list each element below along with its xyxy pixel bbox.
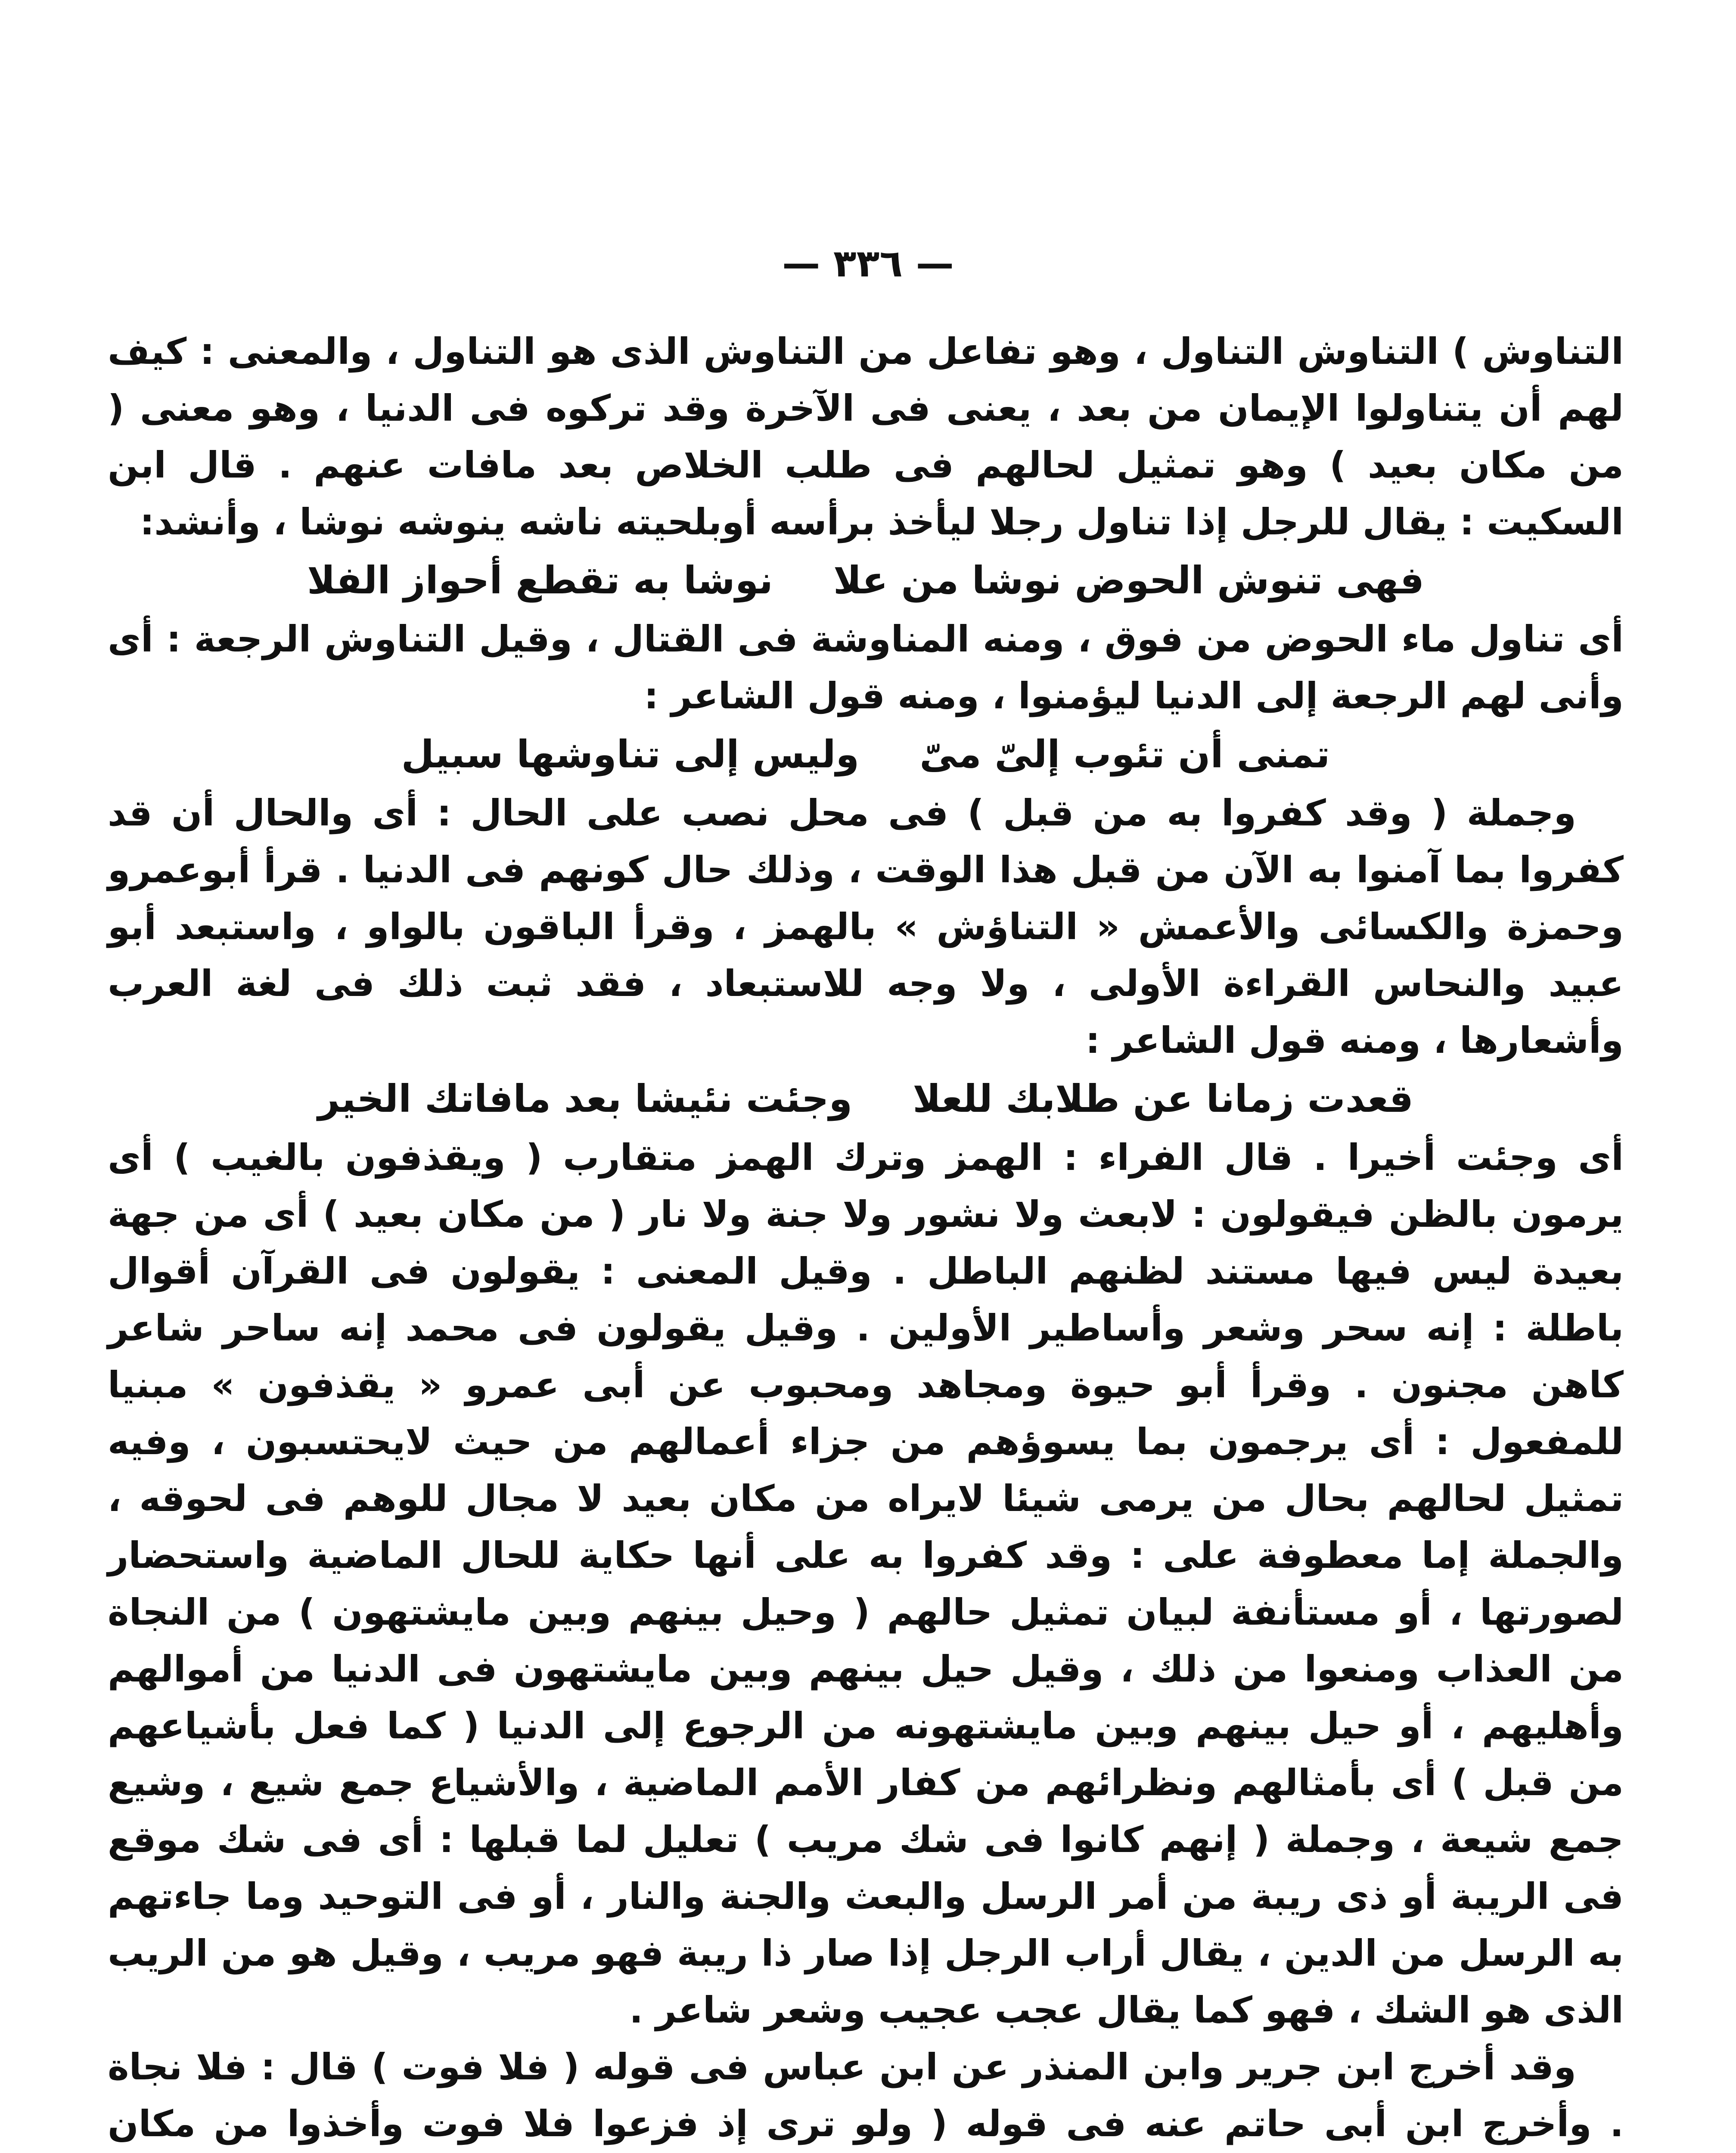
verse-second-hemistich: نوشا به تقطع أحواز الفلا <box>307 558 773 602</box>
verse-first-hemistich: تمنى أن تئوب إلىّ مىّ <box>919 732 1330 776</box>
body-text <box>108 323 1624 2153</box>
poetry-verse <box>108 724 1624 785</box>
page-number: — ٣٣٦ — <box>782 241 954 285</box>
verse-first-hemistich: فهى تنوش الحوض نوشا من علا <box>833 558 1424 602</box>
paragraph: أى تناول ماء الحوض من فوق ، ومنه المناوشة فى القتال ، وقيل التناوش الرجعة : أى وأنى لهم الرجعة إلى الدنيا ليؤمنوا ، ومنه قول الشاعر : <box>108 618 1624 717</box>
paragraph: وجملة ( وقد كفروا به من قبل ) فى محل نصب على الحال : أى والحال أن قد كفروا بما آمنوا به الآن من قبل هذا الوقت ، وذلك حال كونهم فى الدنيا . قرأ أبوعمرو وحمزة والكسائى والأعمش « التناؤش » بالهمز ، وقرأ الباقون بالواو ، واستبعد أبو عبيد والنحاس القراءة الأولى ، ولا وجه للاستبعاد ، فقد ثبت ذلك فى لغة العرب وأشعارها ، ومنه قول الشاعر : <box>108 792 1624 1061</box>
poetry-verse <box>108 1069 1624 1129</box>
verse-second-hemistich: وليس إلى تناوشها سبيل <box>401 732 860 776</box>
verse-first-hemistich: قعدت زمانا عن طلابك للعلا <box>913 1076 1414 1121</box>
paragraph: وقد أخرج ابن جرير وابن المنذر عن ابن عباس فى قوله ( فلا فوت ) قال : فلا نجاة . وأخرج ابن أبى حاتم عنه فى قوله ( ولو ترى إذ فزعوا فلا فوت وأخذوا من مكان <box>108 2046 1624 2145</box>
paragraph: أى وجئت أخيرا . قال الفراء : الهمز وترك الهمز متقارب ( ويقذفون بالغيب ) أى يرمون بالظن فيقولون : لابعث ولا نشور ولا جنة ولا نار ( من مكان بعيد ) أى من جهة بعيدة ليس فيها مستند لظنهم الباطل . وقيل المعنى : يقولون فى القرآن أقوال باطلة : إنه سحر وشعر وأساطير الأولين . وقيل يقولون فى محمد إنه ساحر شاعر كاهن مجنون . وقرأ أبو حيوة ومجاهد ومحبوب عن أبى عمرو « يقذفون » مبنيا للمفعول : أى يرجمون بما يسوؤهم من جزاء أعمالهم من حيث لايحتسبون ، وفيه تمثيل لحالهم بحال من يرمى شيئا لايراه من مكان بعيد لا مجال للوهم فى لحوقه ، والجملة إما معطوفة على : وقد كفروا به على أنها حكاية للحال الماضية واستحضار لصورتها ، أو مستأنفة لبيان تمثيل حالهم ( وحيل بينهم وبين مايشتهون ) من النجاة من العذاب ومنعوا من ذلك ، وقيل حيل بينهم وبين مايشتهون فى الدنيا من أموالهم وأهليهم ، أو حيل بينهم وبين مايشتهونه من الرجوع إلى الدنيا ( كما فعل بأشياعهم من قبل ) أى بأمثالهم ونظرائهم من كفار الأمم الماضية ، والأشياع جمع شيع ، وشيع جمع شيعة ، وجملة ( إنهم كانوا فى شك مريب ) تعليل لما قبلها : أى فى شك موقع فى الريبة أو ذى ريبة من أمر الرسل والبعث والجنة والنار ، أو فى التوحيد وما جاءتهم به الرسل من الدين ، يقال أراب الرجل إذا صار ذا ريبة فهو مريب ، وقيل هو من الريب الذى هو الشك ، فهو كما يقال عجب عجيب وشعر شاعر . <box>108 1136 1624 2031</box>
verse-second-hemistich: وجئت نئيشا بعد مافاتك الخير <box>317 1076 853 1121</box>
poetry-verse <box>108 550 1624 611</box>
paragraph: التناوش ) التناوش التناول ، وهو تفاعل من التناوش الذى هو التناول ، والمعنى : كيف لهم أن يتناولوا الإيمان من بعد ، يعنى فى الآخرة وقد تركوه فى الدنيا ، وهو معنى ( من مكان بعيد ) وهو تمثيل لحالهم فى طلب الخلاص بعد مافات عنهم . قال ابن السكيت : يقال للرجل إذا تناول رجلا ليأخذ برأسه أوبلحيته ناشه ينوشه نوشا ، وأنشد: <box>108 330 1624 543</box>
